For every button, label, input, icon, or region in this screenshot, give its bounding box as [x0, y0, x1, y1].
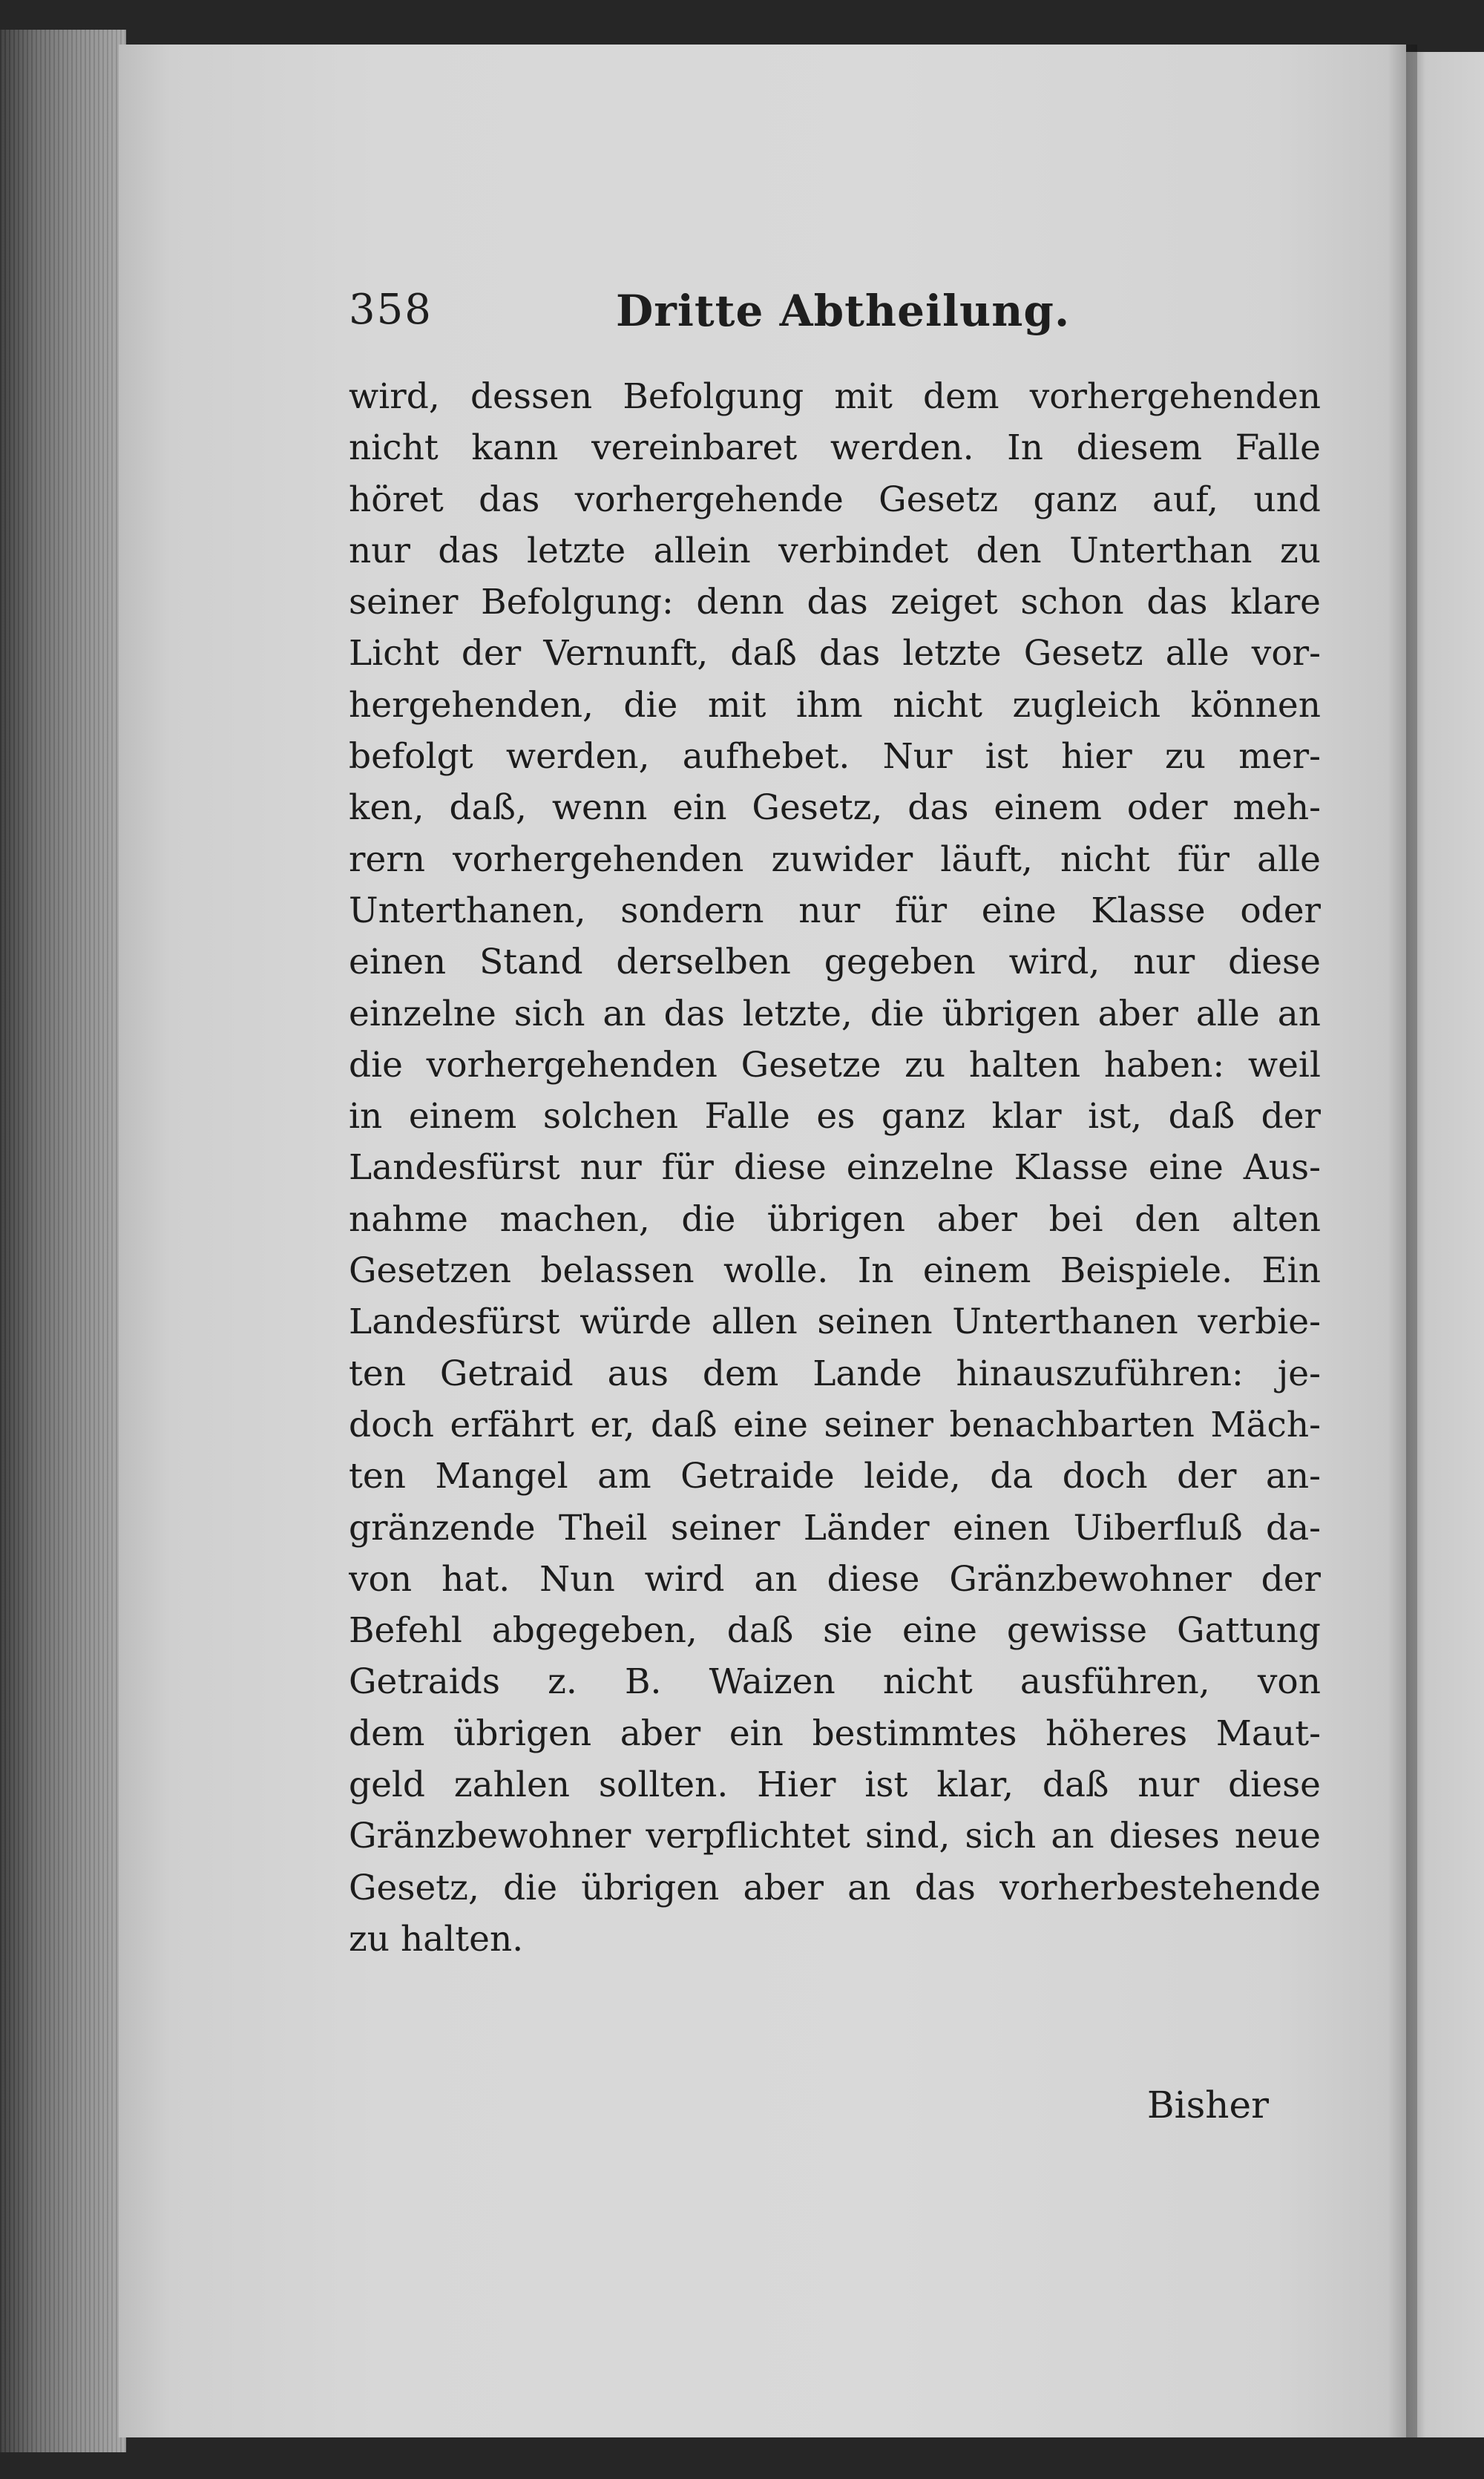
- text-line: in einem solchen Falle es ganz klar ist, daß der: [349, 1096, 1321, 1137]
- text-line: nahme machen, die übrigen aber bei den alten: [349, 1198, 1321, 1240]
- text-line: einen Stand derselben gegeben wird, nur diese: [349, 942, 1321, 983]
- text-line: wird, dessen Befolgung mit dem vorhergehenden: [349, 376, 1321, 417]
- text-line: einzelne sich an das letzte, die übrigen aber alle an: [349, 993, 1321, 1034]
- text-line: Licht der Vernunft, daß das letzte Gesetz alle vor-: [349, 633, 1321, 674]
- facing-page-edge: [1406, 52, 1484, 2437]
- text-line: ten Getraid aus dem Lande hinauszuführen: je-: [349, 1353, 1321, 1394]
- text-line: doch erfährt er, daß eine seiner benachbarten Mäch-: [349, 1404, 1321, 1445]
- text-line: befolgt werden, aufhebet. Nur ist hier zu mer-: [349, 736, 1321, 778]
- page-edge-texture: [0, 30, 126, 2452]
- text-line: rern vorhergehenden zuwider läuft, nicht für alle: [349, 838, 1321, 880]
- text-line: Gränzbewohner verpflichtet sind, sich an dieses neue: [349, 1816, 1321, 1857]
- text-line: nur das letzte allein verbindet den Unterthan zu: [349, 530, 1321, 571]
- text-line: Befehl abgegeben, daß sie eine gewisse Gattung: [349, 1610, 1321, 1652]
- text-line: Getraids z. B. Waizen nicht ausführen, von: [349, 1661, 1321, 1703]
- text-line: ken, daß, wenn ein Gesetz, das einem oder meh-: [349, 787, 1321, 829]
- text-line: nicht kann vereinbaret werden. In diesem Falle: [349, 427, 1321, 469]
- text-line: gränzende Theil seiner Länder einen Uiberfluß da-: [349, 1507, 1321, 1549]
- text-line: dem übrigen aber ein bestimmtes höheres Maut-: [349, 1713, 1321, 1754]
- text-line: Gesetz, die übrigen aber an das vorherbestehende: [349, 1867, 1321, 1908]
- running-head: Dritte Abtheilung.: [616, 286, 1071, 336]
- body-text: [349, 371, 1321, 1965]
- page-header: [349, 286, 1321, 345]
- text-line: Landesfürst würde allen seinen Unterthanen verbie-: [349, 1301, 1321, 1343]
- text-line: die vorhergehenden Gesetze zu halten haben: weil: [349, 1044, 1321, 1086]
- text-line: ten Mangel am Getraide leide, da doch der an-: [349, 1456, 1321, 1497]
- gutter-shadow: [1388, 45, 1417, 2437]
- page-number: 358: [349, 286, 433, 334]
- text-line: Gesetzen belassen wolle. In einem Beispiele. Ein: [349, 1250, 1321, 1292]
- text-line: höret das vorhergehende Gesetz ganz auf, und: [349, 479, 1321, 520]
- text-line: geld zahlen sollten. Hier ist klar, daß nur diese: [349, 1764, 1321, 1806]
- text-line: Unterthanen, sondern nur für eine Klasse oder: [349, 890, 1321, 931]
- text-line: seiner Befolgung: denn das zeiget schon das klare: [349, 582, 1321, 623]
- text-line: hergehenden, die mit ihm nicht zugleich können: [349, 684, 1321, 726]
- text-line: zu halten.: [349, 1918, 524, 1960]
- catchword: Bisher: [1146, 2084, 1269, 2127]
- text-line: von hat. Nun wird an diese Gränzbewohner der: [349, 1558, 1321, 1600]
- text-line: Landesfürst nur für diese einzelne Klasse eine Aus-: [349, 1147, 1321, 1189]
